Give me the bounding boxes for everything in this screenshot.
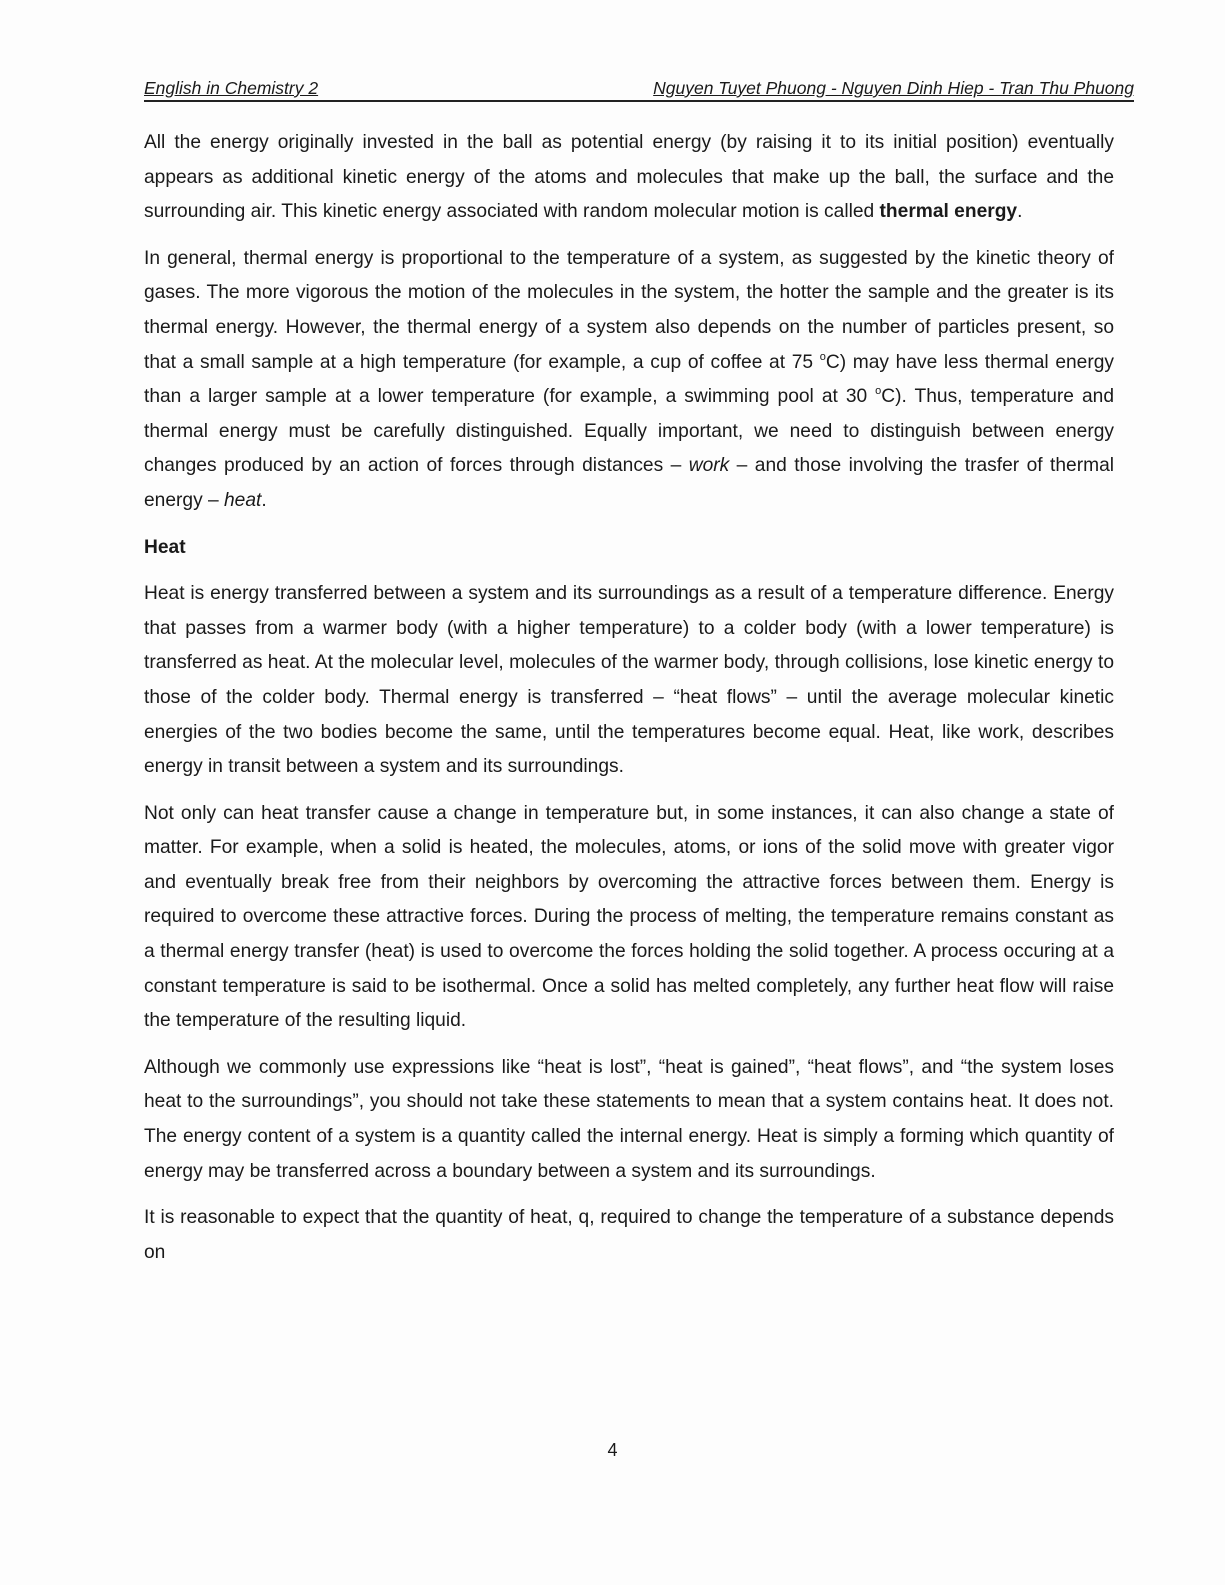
paragraph-heat-definition: Heat is energy transferred between a system and its surroundings as a result of a temperature difference. Energy that passes from a warmer body (with a higher temperature) to a colder body (with a lower temperature) is transferred as heat. At the molecular level, molecules of the warmer body, through collisions, lose kinetic energy to those of the colder body. Thermal energy is transferred – “heat flows” – until the average molecular kinetic energies of the two bodies become the same, until the temperatures become equal. Heat, like work, describes energy in transit between a system and its surroundings. xyxy=(144,583,1114,778)
page-header xyxy=(144,76,1134,102)
term-thermal-energy: thermal energy xyxy=(879,201,1018,223)
term-heat: heat xyxy=(224,489,262,511)
section-heading-heat: Heat xyxy=(144,536,186,558)
paragraph-quantity-of-heat: It is reasonable to expect that the quantity of heat, q, required to change the temperature of a substance depends on xyxy=(144,1207,1114,1263)
paragraph-state-change: Not only can heat transfer cause a change in temperature but, in some instances, it can also change a state of matter. For example, when a solid is heated, the molecules, atoms, or ions of the solid move with greater vigor and eventually break free from their neighbors by overcoming the attractive forces between them. Energy is required to overcome these attractive forces. During the process of melting, the temperature remains constant as a thermal energy transfer (heat) is used to overcome the forces holding the solid together. A process occuring at a constant temperature is said to be isothermal. Once a solid has melted completely, any further heat flow will raise the temperature of the resulting liquid. xyxy=(144,802,1114,1032)
degree-symbol: o xyxy=(875,385,882,398)
header-authors: Nguyen Tuyet Phuong - Nguyen Dinh Hiep - Tran Thu Phuong xyxy=(653,78,1134,98)
paragraph-thermal-energy-temperature: In general, thermal energy is proportional to the temperature of a system, as suggested by the kinetic theory of gases. The more vigorous the motion of the molecules in the system, the hotter the sample and the greater is its thermal energy. However, the thermal energy of a system also depends on the number of particles present, so that a small sample at a high temperature (for example, a cup of coffee at 75 $^o$C) may have less thermal energy than a larger sample at a lower temperature (for example, a swimming pool at 30 $^o$C). Thus, temperature and thermal energy must be carefully distinguished. Equally important, we need to distinguish between energy changes produced by an action of forces through distances – work – and those involving the trasfer of thermal energy – heat. xyxy=(144,247,1115,511)
header-book-title: English in Chemistry 2 xyxy=(144,78,319,98)
page-number: 4 xyxy=(607,1440,618,1460)
degree-symbol: o xyxy=(819,350,826,363)
paragraph-heat-expressions: Although we commonly use expressions like “heat is lost”, “heat is gained”, “heat flows”, and “the system loses heat to the surroundings”, you should not take these statements to mean that a system contains heat. It does not. The energy content of a system is a quantity called the internal energy. Heat is simply a forming which quantity of energy may be transferred across a boundary between a system and its surroundings. xyxy=(144,1056,1114,1182)
paragraph-thermal-energy-intro: All the energy originally invested in the ball as potential energy (by raising it to its initial position) eventually appears as additional kinetic energy of the atoms and molecules that make up the ball, the surface and the surrounding air. This kinetic energy associated with random molecular motion is called thermal energy. xyxy=(144,132,1114,223)
term-work: work xyxy=(688,455,730,477)
page-content xyxy=(144,126,1114,1282)
